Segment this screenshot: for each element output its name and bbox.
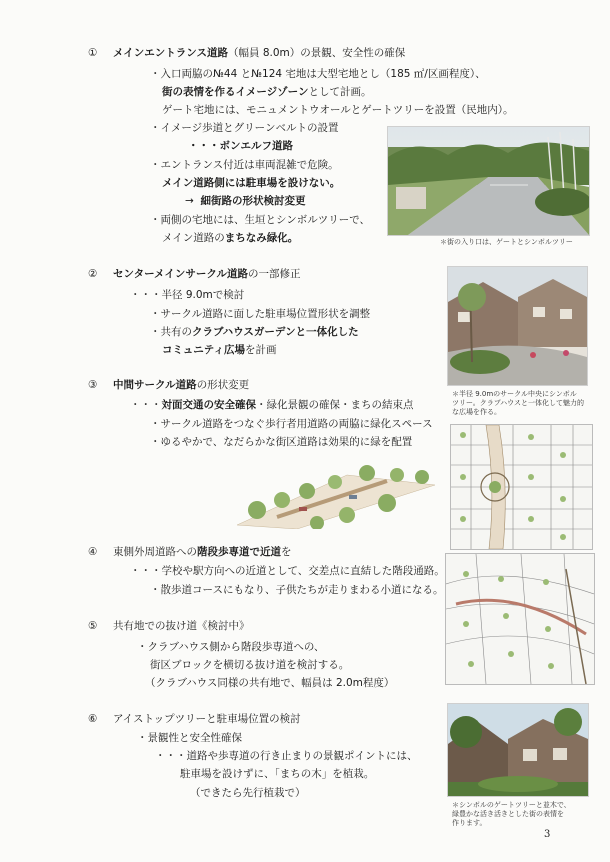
- s3-number: ③: [88, 379, 98, 391]
- s6-caption: 緑豊かな活き活きとした街の表情を: [452, 810, 564, 818]
- s2-line: [150, 325, 359, 339]
- s4-heading-bold: 階段歩専道で近道: [197, 546, 281, 558]
- s2-line: ・サークル道路に面した駐車場位置形状を調整: [150, 308, 371, 320]
- s1-line-bold: まちなみ緑化。: [224, 232, 299, 244]
- s5-line: ・クラブハウス側から階段歩専道への、: [137, 641, 325, 653]
- s3-line-rest: ・緑化景観の確保・まちの結束点: [256, 399, 414, 411]
- s2-heading: [113, 267, 301, 281]
- s6-line: （できたら先行植栽で）: [190, 787, 306, 799]
- s3-heading-bold: 中間サークル道路: [113, 379, 197, 391]
- s1-line: メイン道路側には駐車場を設けない。: [162, 177, 341, 189]
- s1-line: [162, 231, 298, 245]
- page-number: 3: [544, 829, 551, 840]
- s6-line: 駐車場を設けずに、「まちの木」を植栽。: [180, 768, 375, 780]
- s2-caption: ＊半径 9.0mのサークル中央にシンボル: [452, 390, 577, 398]
- s1-line: ゲート宅地には、モニュメントウオールとゲートツリーを設置（民地内）。: [162, 104, 514, 116]
- s5-heading: 共有地での抜け道《検討中》: [113, 620, 250, 632]
- s1-line: ・・・ボンエルフ道路: [188, 140, 293, 152]
- s6-caption: 作ります。: [452, 819, 487, 827]
- s3-heading: [113, 378, 249, 392]
- s5-line: 街区ブロックを横切る抜け道を検討する。: [150, 659, 350, 671]
- arrow-icon: →: [185, 195, 194, 207]
- s2-line-rest: ・共有の: [150, 326, 192, 338]
- s1-line-rest: として計画。: [308, 86, 372, 98]
- s4-heading-c: を: [281, 546, 292, 558]
- s4-line: ・散歩道コースにもなり、子供たちが走りまわる小道になる。: [150, 584, 444, 596]
- s6-heading: アイストップツリーと駐車場位置の検討: [113, 713, 301, 725]
- s2-heading-rest: の一部修正: [248, 268, 301, 280]
- circle-plaza-photo: [447, 266, 588, 386]
- s2-line: [162, 343, 276, 357]
- s2-line-rest: を計画: [244, 344, 277, 356]
- street-perspective-sketch: [237, 455, 435, 529]
- s1-line: ・エントランス付近は車両混雑で危険。: [150, 159, 339, 171]
- s6-line: ・・・道路や歩専道の行き止まりの景観ポイントには、: [155, 750, 418, 762]
- s2-caption: ツリー。クラブハウスと一体化して魅力的: [452, 399, 584, 407]
- s6-line: ・景観性と安全性確保: [137, 732, 242, 744]
- s4-number: ④: [88, 546, 98, 558]
- s1-line-rest: メイン道路の: [162, 232, 225, 244]
- s2-caption: な広場を作る。: [452, 408, 501, 416]
- s1-number: ①: [88, 47, 98, 59]
- s5-number: ⑤: [88, 620, 98, 632]
- s4-heading: [113, 545, 292, 559]
- s6-caption: ＊シンボルのゲートツリーと並木で、: [452, 801, 571, 809]
- s1-line: ・イメージ歩道とグリーンベルトの設置: [150, 122, 339, 134]
- s1-line: [185, 194, 306, 208]
- s4-line: ・・・学校や駅方向への近道として、交差点に直結した階段通路。: [130, 565, 445, 577]
- s1-line: ・両側の宅地には、生垣とシンボルツリーで、: [150, 214, 371, 226]
- s1-line: ・入口両脇の№44 と№124 宅地は大型宅地とし（185 ㎡/区画程度）、: [150, 68, 486, 80]
- entrance-photo: [387, 126, 590, 236]
- s1-line: [162, 85, 371, 99]
- s3-line: ・サークル道路をつなぐ歩行者用道路の両脇に緑化スペース: [150, 418, 433, 430]
- s1-line-bold: 細街路の形状検討変更: [200, 195, 306, 207]
- s3-line-rest: ・・・: [130, 399, 162, 411]
- s3-heading-rest: の形状変更: [196, 379, 250, 391]
- symbol-tree-photo: [447, 703, 589, 797]
- s3-line: [130, 398, 414, 412]
- s1-heading: [113, 46, 405, 60]
- s2-heading-bold: センターメインサークル道路: [113, 268, 249, 280]
- s3-line-bold: 対面交通の安全確保: [161, 399, 256, 411]
- s2-line-bold: クラブハウスガーデンと一体化した: [192, 326, 359, 338]
- s6-number: ⑥: [88, 713, 98, 725]
- site-plan-diagram: [450, 424, 593, 550]
- site-plan-diagram: [445, 553, 595, 685]
- s3-line: ・ゆるやかで、なだらかな街区道路は効果的に緑を配置: [150, 436, 413, 448]
- s4-heading-a: 東側外周道路への: [113, 546, 197, 558]
- s1-heading-bold: メインエントランス道路: [113, 47, 228, 59]
- s2-line-bold: コミュニティ広場: [162, 344, 245, 356]
- s1-heading-rest: （幅員 8.0m）の景観、安全性の確保: [227, 47, 406, 59]
- s1-line-bold: 街の表情を作るイメージゾーン: [162, 86, 309, 98]
- s1-caption: ＊街の入り口は、ゲートとシンボルツリー: [440, 238, 573, 246]
- s2-line: ・・・半径 9.0mで検討: [130, 289, 245, 301]
- s5-line: （クラブハウス同様の共有地で、幅員は 2.0m程度）: [145, 677, 395, 689]
- s2-number: ②: [88, 268, 98, 280]
